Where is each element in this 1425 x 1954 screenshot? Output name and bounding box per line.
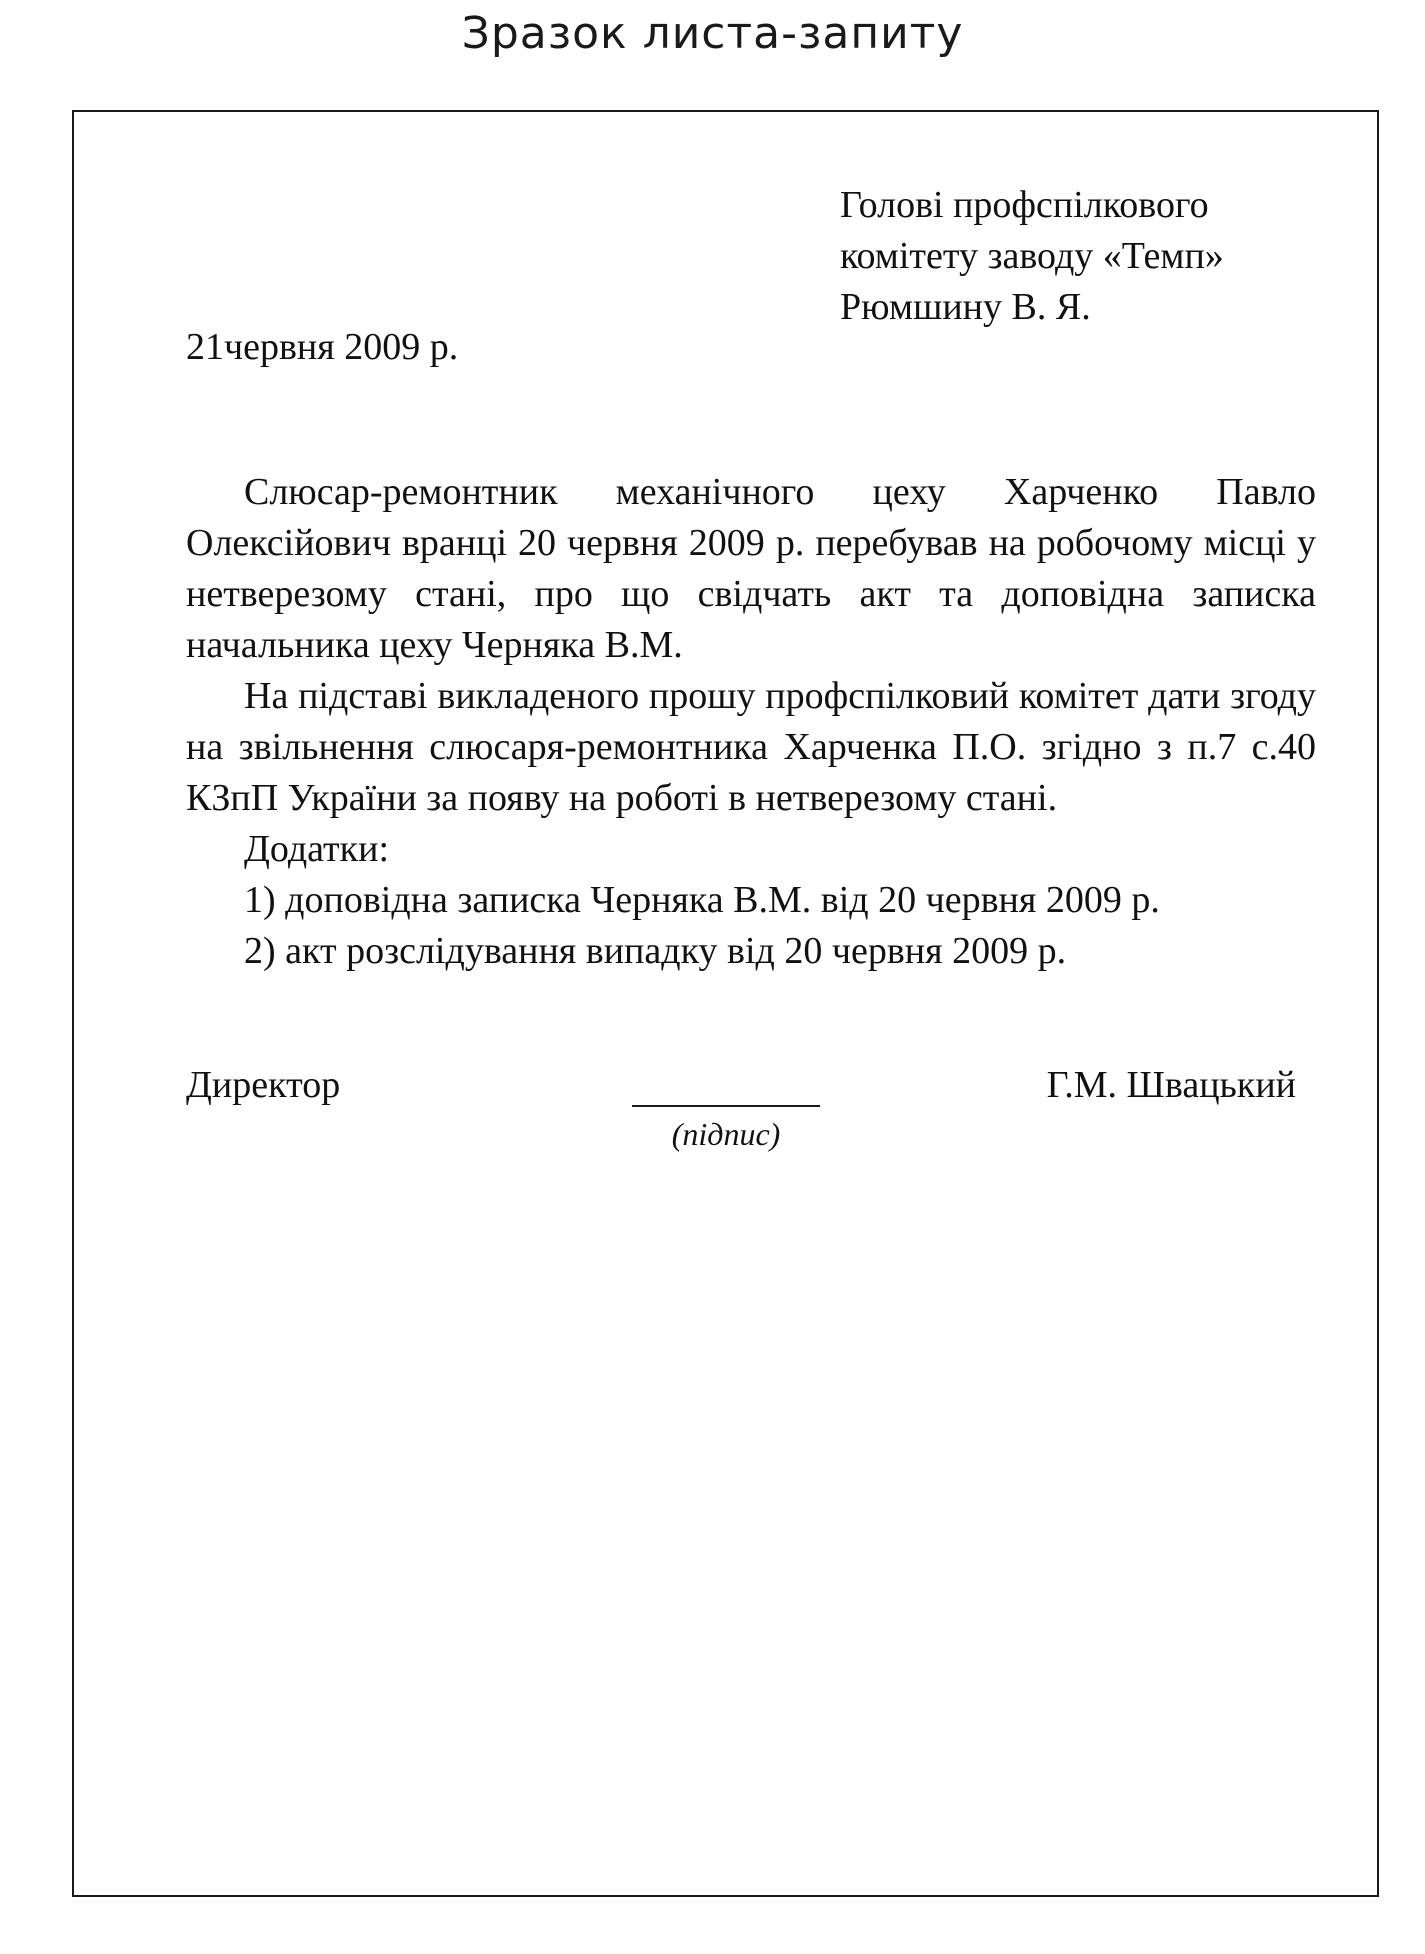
addressee-line: комітету заводу «Темп» bbox=[840, 235, 1224, 277]
body-paragraph: Слюсар-ремонтник механічного цеху Харченко Павло Олексійович вранці 20 червня 2009 р. перебував на робочому місці у нетверезому стані, про що свідчать акт та доповідна записка начальника цеху Черняка В.М. bbox=[186, 471, 1316, 666]
annexes-title: Додатки: bbox=[244, 828, 390, 870]
letter-frame bbox=[72, 110, 1379, 1897]
signature-caption: (підпис) bbox=[671, 1116, 781, 1152]
annex-item: 2) акт розслідування випадку від 20 червня 2009 р. bbox=[244, 930, 1067, 972]
annex-item: 1) доповідна записка Черняка В.М. від 20 червня 2009 р. bbox=[244, 879, 1160, 921]
signatory-position: Директор bbox=[186, 1064, 341, 1106]
signature-row bbox=[186, 1060, 1296, 1170]
signature-line bbox=[632, 1105, 820, 1107]
addressee-line: Голові профспілкового bbox=[840, 184, 1209, 226]
body-paragraph: На підставі викладеного прошу профспілковий комітет дати згоду на звільнення слюсаря-ремонтника Харченка П.О. згідно з п.7 с.40 КЗпП України за появу на роботі в нетверезому стані. bbox=[186, 675, 1316, 819]
addressee-line: Рюмшину В. Я. bbox=[840, 286, 1091, 328]
page-title: Зразок листа-запиту bbox=[461, 8, 964, 59]
letter-body bbox=[186, 467, 1316, 977]
addressee-block bbox=[840, 180, 1360, 333]
signatory-name: Г.М. Швацький bbox=[1046, 1064, 1296, 1106]
letter-date: 21червня 2009 р. bbox=[186, 326, 459, 368]
